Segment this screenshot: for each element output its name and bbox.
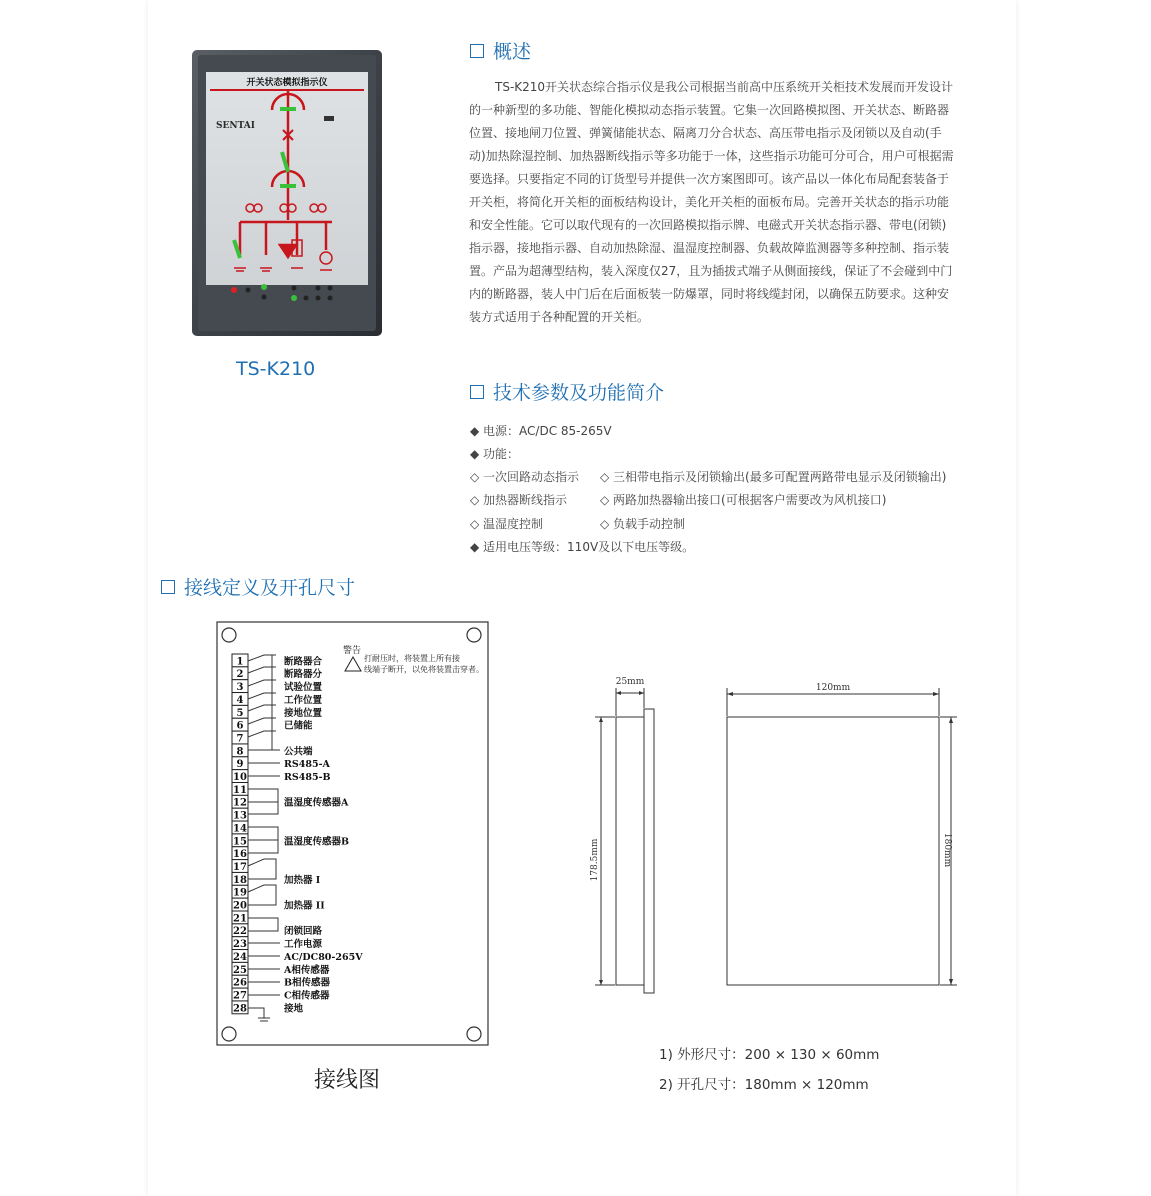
bullet-icon: ◆ — [470, 424, 484, 438]
spec-function-item: 加热器断线指示 — [483, 493, 568, 507]
terminal-label: 温湿度传感器A — [284, 797, 349, 809]
overview-line: 指示器，接地指示器、自动加热除湿、温湿度控制器、负载故障监测器等多种控制、指示装 — [469, 241, 950, 255]
terminal-label: 已储能 — [284, 720, 313, 732]
terminal-number: 14 — [233, 823, 247, 835]
overview-heading — [470, 37, 531, 64]
overview-line: 置。产品为超薄型结构，装入深度仅27，且为插拔式端子从侧面接线，保证了不会碰到中门 — [469, 264, 953, 278]
terminal-number: 15 — [233, 836, 247, 848]
overview-line: 和安全性能。它可以取代现有的一次回路模拟指示牌、电磁式开关状态指示器、带电(闭锁) — [469, 218, 947, 232]
warning-label: 警告 — [343, 646, 362, 656]
dim-depth: 25mm — [615, 677, 645, 687]
spec-functions-label — [470, 445, 519, 462]
terminal-label: AC/DC80-265V — [284, 951, 363, 963]
wiring-title: 接线图 — [314, 1068, 381, 1093]
spec-power — [470, 422, 612, 439]
terminal-number: 9 — [236, 759, 244, 771]
terminal-label: 工作位置 — [284, 694, 323, 706]
terminal-number: 22 — [233, 926, 247, 938]
spec-function-row — [600, 491, 886, 508]
terminal-label: 工作电源 — [284, 939, 323, 951]
terminal-label: 温湿度传感器B — [284, 836, 350, 848]
terminal-label: A相传感器 — [284, 964, 330, 976]
wiring-diagram — [216, 621, 490, 1047]
terminal-number: 2 — [236, 669, 244, 681]
terminal-label: 闭锁回路 — [284, 926, 323, 938]
specs-heading — [470, 378, 664, 405]
terminal-number: 23 — [233, 939, 247, 951]
spec-function-item: 三相带电指示及闭锁输出(最多可配置两路带电显示及闭锁输出) — [613, 470, 947, 484]
overview-line: 位置、接地闸刀位置、弹簧储能状态、隔离刀分合状态、高压带电指示及闭锁以及自动(手 — [469, 126, 942, 140]
terminal-label: B相传感器 — [284, 977, 331, 989]
warning-text: 打耐压时，将装置上所有接 — [364, 654, 460, 663]
terminal-number: 3 — [236, 682, 244, 694]
terminal-label: 接地位置 — [284, 707, 323, 719]
terminal-number: 4 — [236, 694, 244, 706]
wiring-heading — [161, 573, 355, 600]
checkbox-square-icon — [470, 385, 484, 399]
spec-function-row — [470, 515, 543, 532]
brand-logo: SENTAI — [216, 121, 255, 131]
spec-functions-label-text: 功能： — [483, 447, 520, 461]
spec-power-text: 电源：AC/DC 85-265V — [483, 424, 612, 438]
terminal-label: 加热器 II — [284, 900, 325, 912]
terminal-number: 6 — [236, 720, 244, 732]
spec-function-row — [470, 491, 567, 508]
overview-line: 动)加热除湿控制、加热器断线指示等多功能于一体，这些指示功能可分可合，用户可根据需 — [469, 149, 954, 163]
terminal-label: RS485-B — [284, 772, 331, 783]
terminal-number: 26 — [233, 977, 247, 989]
checkbox-square-icon — [161, 580, 175, 594]
diamond-icon: ◇ — [600, 493, 614, 507]
overview-line: 要选择。只要指定不同的订货型号并提供一次方案图即可。该产品以一体化布局配套装备于 — [469, 172, 950, 186]
terminal-number: 16 — [233, 849, 247, 861]
spec-function-row — [470, 468, 579, 485]
spec-function-row — [600, 468, 946, 485]
terminal-label: C相传感器 — [284, 990, 330, 1002]
bullet-icon: ◆ — [470, 447, 484, 461]
terminal-number: 28 — [233, 1003, 247, 1015]
terminal-number: 12 — [233, 797, 247, 809]
terminal-number: 17 — [233, 861, 247, 873]
bullet-icon: ◆ — [470, 540, 484, 554]
diamond-icon: ◇ — [470, 517, 484, 531]
terminal-label: 试验位置 — [284, 682, 323, 694]
dim-side-height: 178.5mm — [590, 838, 600, 882]
terminal-label: 断路器分 — [284, 669, 323, 681]
terminal-number: 27 — [233, 990, 247, 1002]
terminal-number: 5 — [236, 707, 244, 719]
overview-line: 开关柜，将简化开关柜的面板结构设计，美化开关柜的面板布局。完善开关状态的指示功能 — [469, 195, 950, 209]
dim-caption-cutout: 2) 开孔尺寸：180mm × 120mm — [659, 1077, 869, 1093]
terminal-number: 7 — [236, 733, 244, 745]
terminal-number: 8 — [236, 746, 244, 758]
overview-heading-text: 概述 — [493, 41, 532, 63]
spec-function-item: 温湿度控制 — [483, 517, 544, 531]
diamond-icon: ◇ — [600, 470, 614, 484]
spec-function-item: 一次回路动态指示 — [483, 470, 580, 484]
spec-voltage-text: 适用电压等级：110V及以下电压等级。 — [483, 540, 695, 554]
overview-line: 装方式适用于各种配置的开关柜。 — [469, 310, 650, 324]
checkbox-square-icon — [470, 44, 484, 58]
wiring-heading-text: 接线定义及开孔尺寸 — [184, 577, 356, 599]
overview-line: 的一种新型的多功能、智能化模拟动态指示装置。它集一次回路模拟图、开关状态、断路器 — [469, 103, 950, 117]
terminal-label: 接地 — [284, 1003, 304, 1015]
diamond-icon: ◇ — [600, 517, 614, 531]
dimension-drawing — [585, 670, 965, 1005]
overview-line: 内的断路器，装人中门后在后面板装一防爆罩，同时将线缆封闭，以确保五防要求。这种安 — [469, 287, 950, 301]
terminal-label: RS485-A — [284, 759, 330, 771]
warning-text: 线端子断开，以免将装置击穿者。 — [364, 665, 484, 674]
spec-function-row — [600, 515, 685, 532]
dim-height: 180mm — [942, 832, 952, 868]
terminal-label: 公共端 — [284, 746, 313, 758]
spec-function-item: 两路加热器输出接口(可根据客户需要改为风机接口) — [613, 493, 887, 507]
terminal-number: 18 — [233, 874, 247, 886]
terminal-number: 25 — [233, 964, 247, 976]
diamond-icon: ◇ — [470, 493, 484, 507]
spec-function-item: 负载手动控制 — [613, 517, 686, 531]
product-model: TS-K210 — [236, 358, 316, 380]
terminal-label: 断路器合 — [284, 656, 323, 668]
terminal-label: 加热器 I — [284, 874, 321, 886]
terminal-number: 13 — [233, 810, 247, 822]
overview-line: TS-K210开关状态综合指示仪是我公司根据当前高中压系统开关柜技术发展而开发设计 — [495, 80, 954, 94]
panel-title: 开关状态模拟指示仪 — [246, 78, 328, 88]
overview-paragraph — [469, 76, 1009, 329]
product-image — [192, 50, 382, 336]
terminal-number: 1 — [236, 656, 244, 668]
diamond-icon: ◇ — [470, 470, 484, 484]
dim-width: 120mm — [815, 683, 851, 693]
terminal-number: 20 — [233, 900, 247, 912]
terminal-number: 19 — [233, 887, 247, 899]
terminal-number: 24 — [233, 951, 247, 963]
terminal-number: 10 — [233, 772, 247, 783]
spec-voltage — [470, 538, 694, 555]
terminal-number: 21 — [233, 913, 247, 925]
terminal-number: 11 — [233, 784, 247, 796]
dim-caption-outline: 1) 外形尺寸：200 × 130 × 60mm — [659, 1047, 880, 1063]
specs-heading-text: 技术参数及功能简介 — [493, 382, 665, 404]
